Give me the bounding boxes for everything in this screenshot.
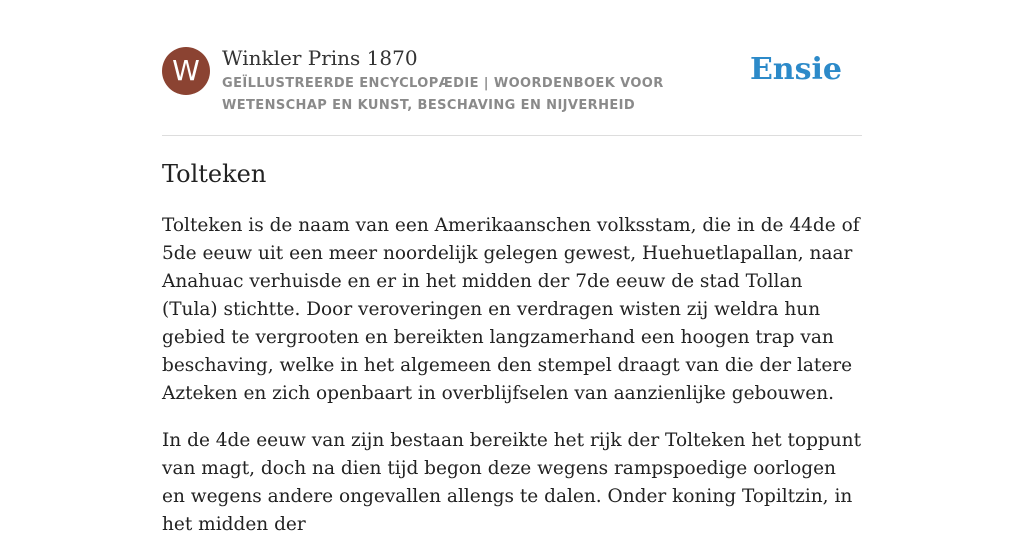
source-header <box>162 44 862 116</box>
article-title: Tolteken <box>162 160 267 188</box>
article-paragraph: Tolteken is de naam van een Amerikaanschen volksstam, die in de 44de of 5de eeuw uit een meer noordelijk gelegen gewest, Huehuetlapallan, naar Anahuac verhuisde en er in het midden der 7de eeuw de stad Tollan (Tula) stichtte. Door veroveringen en verdragen wisten zij weldra hun gebied te vergrooten en bereikten langzamerhand een hoogen trap van beschaving, welke in het algemeen den stempel draagt van die der latere Azteken en zich openbaart in overblijfselen van aanzienlijke gebouwen. <box>162 215 860 404</box>
source-title[interactable]: Winkler Prins 1870 <box>222 46 418 70</box>
source-avatar[interactable]: W <box>162 47 210 95</box>
ensie-logo-link[interactable]: Ensie <box>749 52 842 87</box>
header-divider <box>162 135 862 136</box>
article-paragraph: In de 4de eeuw van zijn bestaan bereikte het rijk der Tolteken het toppunt van magt, doch na dien tijd begon deze wegens rampspoedige oorlogen en wegens andere ongevallen allengs te dalen. Onder koning Topiltzin, in het midden der <box>162 430 862 535</box>
article-body <box>162 212 862 558</box>
source-subtitle: GEÏLLUSTREERDE ENCYCLOPÆDIE | WOORDENBOEK VOOR WETENSCHAP EN KUNST, BESCHAVING EN NIJVERHEID <box>222 76 664 113</box>
